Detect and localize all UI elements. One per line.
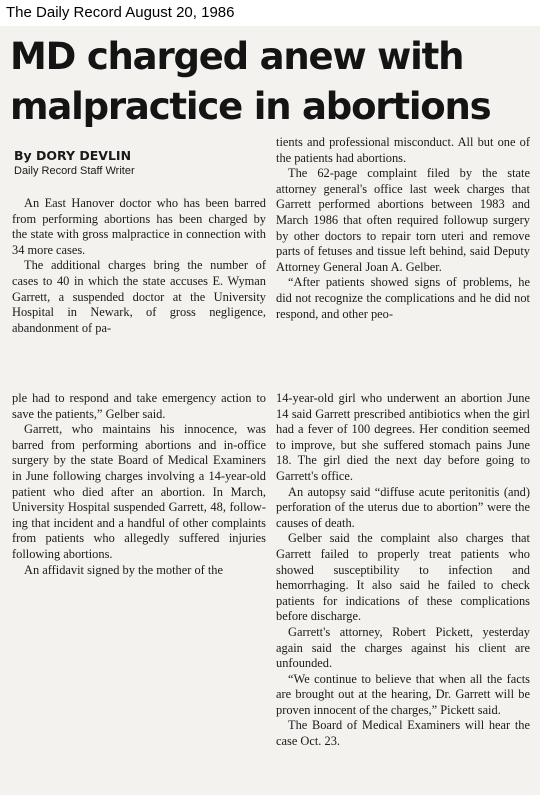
paragraph: 14-year-old girl who underwent an abortion June 14 said Garrett prescribed antibiotics when the girl had a fever of 100 degrees. Her condition seemed to improve, but she suffered stomach pains June 18. The girl died the next day before going to Garrett's office. — [276, 391, 530, 483]
byline: By DORY DEVLIN — [14, 148, 132, 163]
paragraph: The 62-page complaint filed by the state attorney general's office last week charges that Garrett performed abortions between 1983 and March 1986 that often required followup surgery by other doctors to repair torn uteri and remove parts of fetuses and tissue left behind, said Deputy Attorney General Joan A. Gelber. — [276, 166, 530, 274]
paragraph: Gelber said the complaint also charges that Garrett failed to properly treat patients who showed susceptibility to infection and hemorrhaging. It also said he failed to check patients for indications of these complications before discharge. — [276, 531, 530, 624]
paragraph: “After patients showed signs of problems, he did not recognize the complications and he did not respond, and other peo- — [276, 275, 530, 321]
paragraph: tients and professional misconduct. All but one of the patients had abortions. — [276, 135, 530, 165]
headline: MD charged anew with malpractice in abortions — [10, 35, 491, 128]
article-column-1 — [12, 196, 266, 336]
source-line: The Daily Record August 20, 1986 — [6, 4, 235, 21]
paragraph: ple had to respond and take emergency action to save the patients,” Gelber said. — [12, 391, 266, 421]
byline-role: Daily Record Staff Writer — [14, 165, 135, 177]
article-column-4 — [276, 391, 530, 750]
article-column-2 — [276, 135, 530, 322]
paragraph: An autopsy said “diffuse acute peritonitis (and) perforation of the uterus due to abortion” were the causes of death. — [276, 484, 530, 530]
paragraph: The additional charges bring the number of cases to 40 in which the state accuses E. Wyman Garrett, a suspended doctor at the University Hospital in Newark, of gross negligence, abandonment of pa- — [12, 258, 266, 335]
paragraph: Garrett, who maintains his innocence, was barred from performing abortions and in-office surgery by the state Board of Medical Examiners in June following charges involving a 14-year-old patient who died after an abortion. In March, University Hospital suspended Garrett, 48, following that incident and a handful of other complaints from patients who allegedly suffered injuries following abortions. — [12, 422, 266, 561]
paragraph: An affidavit signed by the mother of the — [24, 562, 224, 577]
paragraph: The Board of Medical Examiners will hear the case Oct. 23. — [276, 718, 530, 749]
article-column-3 — [12, 391, 266, 578]
paragraph: An East Hanover doctor who has been barred from performing abortions has been charged by the state with gross malpractice in connection with 34 more cases. — [12, 196, 266, 257]
paragraph: “We continue to believe that when all the facts are brought out at the hearing, Dr. Garrett will be proven innocent of the charges,” Pickett said. — [276, 671, 530, 717]
paragraph: Garrett's attorney, Robert Pickett, yesterday again said the charges against his client are unfounded. — [276, 624, 530, 671]
